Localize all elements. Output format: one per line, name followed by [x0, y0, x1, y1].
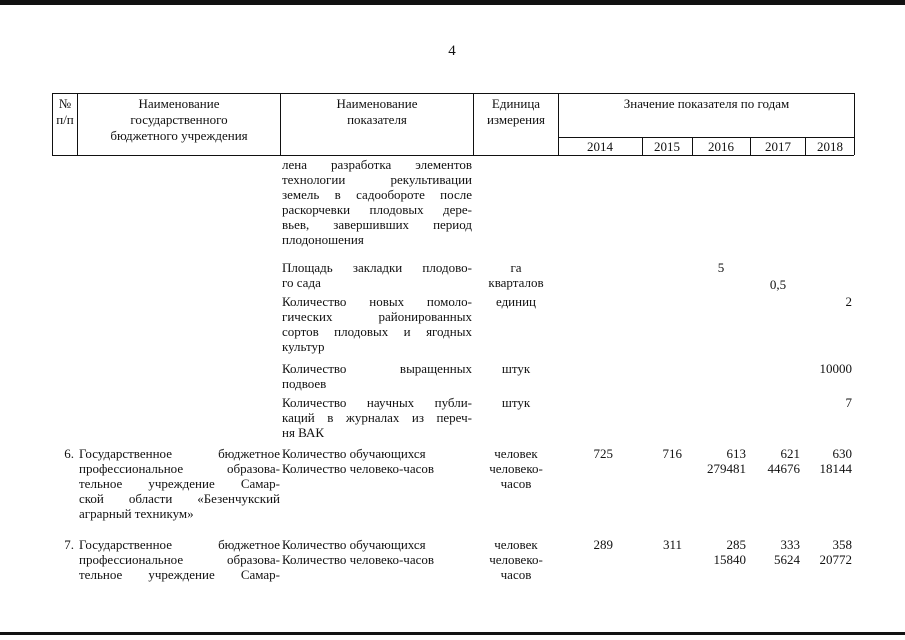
text-line: 621 — [780, 446, 800, 461]
header-year-2018: 2018 — [817, 139, 843, 154]
text-line: 285 — [726, 537, 746, 552]
text-line: плодоношения — [282, 232, 364, 247]
header-values-title: Значение показателя по годам — [623, 96, 790, 111]
text-line: ня ВАК — [282, 425, 325, 440]
row-number: 6. — [64, 446, 74, 461]
header-indicator — [281, 96, 473, 128]
text-line: 5624 — [774, 552, 800, 567]
text-line: лена разработка элементов — [282, 157, 472, 172]
text-line: аграрный техникум» — [79, 506, 194, 521]
institution-name — [79, 537, 280, 582]
unit-names — [474, 446, 558, 491]
text-line: Количество выращенных — [282, 361, 472, 376]
unit-new-varieties: единиц — [495, 294, 537, 309]
header-year-2014: 2014 — [587, 139, 613, 154]
header-year-2015: 2015 — [654, 139, 680, 154]
value-2015: 716 — [662, 446, 682, 461]
text-line: ской области «Безенчукский — [79, 491, 280, 506]
text-line: Количество человеко-часов — [282, 461, 435, 476]
header-unit-line: Единица — [491, 96, 541, 111]
text-line: человеко- — [489, 461, 543, 476]
text-line: 358 — [832, 537, 852, 552]
text-line: технологии рекультивации — [282, 172, 472, 187]
text-line: го сада — [282, 275, 321, 290]
text-line: 18144 — [819, 461, 852, 476]
value-2016 — [690, 537, 746, 567]
value-2018 — [805, 537, 852, 567]
text-line: человеко- — [489, 552, 543, 567]
text-line: 20772 — [819, 552, 852, 567]
value-2015: 311 — [662, 537, 682, 552]
text-line: часов — [500, 476, 532, 491]
text-line: тельное учреждение Самар- — [79, 567, 280, 582]
header-institution-line: бюджетного учреждения — [110, 128, 248, 143]
indicator-names — [282, 537, 472, 567]
text-line: га — [510, 260, 522, 275]
years-rule — [558, 137, 854, 138]
text-line: Количество новых помоло- — [282, 294, 472, 309]
value-2017 — [750, 446, 800, 476]
indicator-new-varieties — [282, 294, 472, 354]
text-line: раскорчевки плодовых дере- — [282, 202, 472, 217]
scan-top-border — [0, 0, 905, 5]
header-year-2017: 2017 — [765, 139, 791, 154]
text-line: 44676 — [767, 461, 800, 476]
header-no-line: № — [58, 96, 72, 111]
header-no — [52, 96, 78, 128]
header-vline — [854, 93, 855, 155]
text-line: Количество научных публи- — [282, 395, 472, 410]
value-publications-2018: 7 — [845, 395, 852, 410]
header-institution-line: государственного — [130, 112, 228, 127]
value-2018 — [805, 446, 852, 476]
scan-bottom-border — [0, 632, 905, 635]
value-2014: 289 — [593, 537, 613, 552]
value-orchard-2017: 0,5 — [769, 277, 787, 292]
header-vline — [750, 137, 751, 155]
text-line: Государственное бюджетное — [79, 537, 280, 552]
header-institution — [78, 96, 280, 144]
indicator-names — [282, 446, 472, 476]
text-line: сортов плодовых и ягодных — [282, 324, 472, 339]
value-varieties-2018: 2 — [845, 294, 852, 309]
header-top-rule — [52, 93, 854, 94]
unit-names — [474, 537, 558, 582]
text-line: земель в садообороте после — [282, 187, 472, 202]
text-line: 613 — [726, 446, 746, 461]
header-indicator-line: Наименование — [336, 96, 418, 111]
text-line: тельное учреждение Самар- — [79, 476, 280, 491]
text-line: гических районированных — [282, 309, 472, 324]
text-line: Количество обучающихся — [282, 537, 426, 552]
value-orchard-2016: 5 — [717, 260, 725, 275]
institution-name — [79, 446, 280, 521]
text-line: подвоев — [282, 376, 327, 391]
unit-publications: штук — [501, 395, 531, 410]
unit-orchard-area — [474, 260, 558, 290]
text-line: кварталов — [488, 275, 544, 290]
header-vline — [692, 137, 693, 155]
header-indicator-line: показателя — [347, 112, 407, 127]
text-line: вьев, завершивших период — [282, 217, 472, 232]
header-unit-line: измерения — [486, 112, 546, 127]
text-line: человек — [494, 446, 538, 461]
text-line: культур — [282, 339, 325, 354]
text-line: Государственное бюджетное — [79, 446, 280, 461]
unit-rootstocks: штук — [501, 361, 531, 376]
text-line: 279481 — [707, 461, 746, 476]
text-line: каций в журналах из переч- — [282, 410, 472, 425]
value-2017 — [750, 537, 800, 567]
text-line: 630 — [832, 446, 852, 461]
text-line: часов — [500, 567, 532, 582]
header-institution-line: Наименование — [138, 96, 220, 111]
text-line: Количество обучающихся — [282, 446, 426, 461]
value-2014: 725 — [593, 446, 613, 461]
text-line: 15840 — [713, 552, 746, 567]
text-line: Площадь закладки плодово- — [282, 260, 472, 275]
header-year-2016: 2016 — [708, 139, 734, 154]
value-2016 — [690, 446, 746, 476]
indicator-orchard-area — [282, 260, 472, 290]
value-rootstocks-2018: 10000 — [819, 361, 852, 376]
text-line: человек — [494, 537, 538, 552]
indicator-publications — [282, 395, 472, 440]
header-unit — [474, 96, 558, 128]
page-number: 4 — [448, 43, 456, 59]
text-line: профессиональное образова- — [79, 552, 280, 567]
header-no-line: п/п — [56, 112, 74, 127]
indicator-rootstocks — [282, 361, 472, 391]
text-line: профессиональное образова- — [79, 461, 280, 476]
header-bottom-rule — [52, 155, 854, 156]
indicator-tail — [282, 157, 472, 247]
text-line: Количество человеко-часов — [282, 552, 435, 567]
text-line: 333 — [780, 537, 800, 552]
row-number: 7. — [64, 537, 74, 552]
